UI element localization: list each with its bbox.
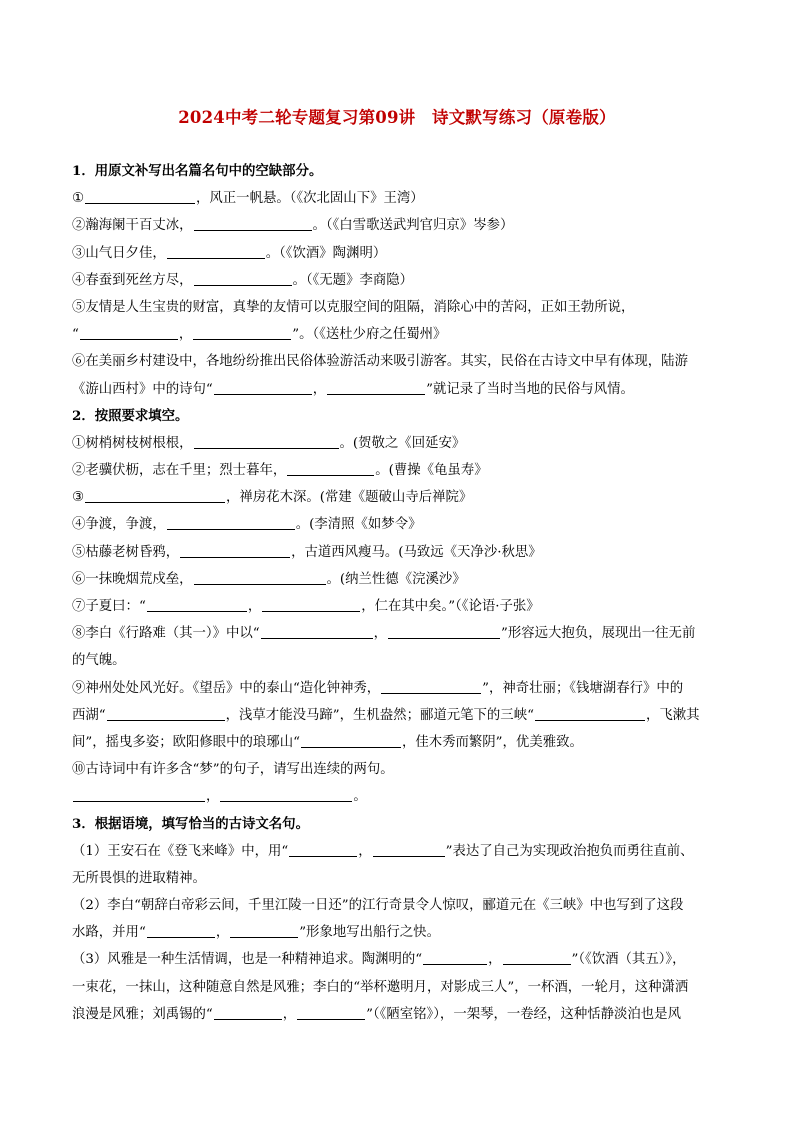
s2-question-1 xyxy=(72,430,742,457)
answer-blank[interactable] xyxy=(289,842,357,857)
s2-question-3 xyxy=(72,484,742,511)
answer-blank[interactable] xyxy=(73,787,205,802)
worksheet-content xyxy=(72,158,742,1028)
question-text: 浪漫是风雅；刘禹锡的“ xyxy=(72,1006,213,1022)
answer-blank[interactable] xyxy=(214,380,312,395)
question-text: ，飞漱其 xyxy=(645,707,700,723)
question-text: 。（《白雪歌送武判官归京》岑参） xyxy=(312,218,514,234)
question-text: ①树梢树枝树根根， xyxy=(72,435,193,451)
s3-paragraph-3-line-1 xyxy=(72,946,742,973)
question-text: ②瀚海阑干百丈冰， xyxy=(72,218,193,234)
answer-blank[interactable] xyxy=(80,325,178,340)
separator: ， xyxy=(373,626,388,642)
question-text: ，浅草才能没马蹄”，生机盎然；郦道元笔下的三峡“ xyxy=(225,707,534,723)
question-text: 西湖“ xyxy=(72,707,106,723)
answer-blank[interactable] xyxy=(220,787,352,802)
question-text: ”表达了自己为实现政治抱负而勇往直前、 xyxy=(445,843,694,859)
answer-blank[interactable] xyxy=(194,434,339,449)
s1-question-4 xyxy=(72,267,742,294)
question-text: ”形象地写出船行之快。 xyxy=(299,925,440,941)
s1-question-5-line-2 xyxy=(72,321,742,348)
s2-question-6 xyxy=(72,566,742,593)
answer-blank[interactable] xyxy=(373,842,445,857)
answer-blank[interactable] xyxy=(423,950,487,965)
separator: ， xyxy=(358,843,372,859)
separator: ， xyxy=(282,1006,297,1022)
s2-question-4 xyxy=(72,511,742,538)
s2-question-2 xyxy=(72,457,742,484)
question-text: ”。（《送杜少府之任蜀州》 xyxy=(292,327,447,343)
separator: ， xyxy=(178,327,193,343)
question-number: ③ xyxy=(72,490,85,506)
answer-blank[interactable] xyxy=(287,461,374,476)
answer-blank[interactable] xyxy=(297,1005,365,1020)
s2-question-8-line-2: 的气魄。 xyxy=(72,653,126,669)
question-text: ⑦子夏曰：“ xyxy=(72,599,146,614)
question-text: 。（《无题》李商隐） xyxy=(292,272,414,288)
question-text: 。(曹操《龟虽寿》 xyxy=(375,463,488,479)
s2-question-8-line-1 xyxy=(72,620,742,647)
question-text: 水路，并用“ xyxy=(72,925,146,941)
question-text: 《游山西村》中的诗句“ xyxy=(72,381,213,397)
answer-blank[interactable] xyxy=(194,271,292,286)
s3-paragraph-1-line-2: 无所畏惧的进取精神。 xyxy=(72,870,206,886)
answer-blank[interactable] xyxy=(167,244,265,259)
separator: ， xyxy=(215,925,230,941)
question-text: ”（《饮酒（其五）》， xyxy=(571,952,686,968)
question-text: 。(贺敬之《回延安》 xyxy=(339,435,466,451)
s2-question-5 xyxy=(72,539,742,566)
answer-blank[interactable] xyxy=(167,515,295,530)
s1-question-6-line-1: ⑥在美丽乡村建设中，各地纷纷推出民俗体验游活动来吸引游客。其实，民俗在古诗文中早有体现，陆游 xyxy=(72,354,688,370)
answer-blank[interactable] xyxy=(262,597,360,612)
answer-blank[interactable] xyxy=(327,380,425,395)
answer-blank[interactable] xyxy=(194,216,312,231)
answer-blank[interactable] xyxy=(194,570,326,585)
answer-blank[interactable] xyxy=(107,706,225,721)
question-text: ，仁在其中矣。”（《论语·子张》 xyxy=(361,599,540,614)
s2-question-9-line-1 xyxy=(72,675,742,702)
section-3-heading: 3．根据语境，填写恰当的古诗文名句。 xyxy=(72,815,309,832)
s3-paragraph-3-line-2: 一束花，一抹山，这种随意自然是风雅；李白的“举杯邀明月，对影成三人”，一杯酒，一轮月，这种潇洒 xyxy=(72,979,689,995)
question-text: 。(李清照《如梦令》 xyxy=(295,517,422,533)
s1-question-2 xyxy=(72,212,742,239)
question-text: （1）王安石在《登飞来峰》中，用“ xyxy=(72,843,289,859)
question-text: （3）风雅是一种生活情调，也是一种精神追求。陶渊明的“ xyxy=(72,952,423,968)
page-title: 2024中考二轮专题复习第09讲 诗文默写练习（原卷版） xyxy=(178,108,616,127)
question-text: 。(纳兰性德《浣溪沙》 xyxy=(326,571,466,587)
answer-blank[interactable] xyxy=(85,488,225,503)
question-text: ”形容远大抱负，展现出一往无前 xyxy=(501,626,696,642)
answer-blank[interactable] xyxy=(503,950,571,965)
question-text: 间”，摇曳多姿；欧阳修眼中的琅琊山“ xyxy=(72,734,300,750)
answer-blank[interactable] xyxy=(230,923,298,938)
answer-blank[interactable] xyxy=(261,624,373,639)
answer-blank[interactable] xyxy=(388,624,500,639)
s2-question-7 xyxy=(72,593,742,620)
answer-blank[interactable] xyxy=(301,733,401,748)
s1-question-5-line-1: ⑤友情是人生宝贵的财富，真挚的友情可以克服空间的阻隔，消除心中的苦闷，正如王勃所说， xyxy=(72,299,635,315)
question-text: ，风正一帆悬。（《次北固山下》王湾） xyxy=(196,191,424,207)
question-text: 。（《饮酒》陶渊明） xyxy=(265,245,387,261)
question-number: ① xyxy=(72,191,85,207)
separator: ， xyxy=(247,599,262,614)
separator: ， xyxy=(206,789,220,805)
question-text: ”就记录了当时当地的民俗与风情。 xyxy=(426,381,634,397)
s2-question-10-line-1: ⑩古诗词中有许多含“梦”的句子，请写出连续的两句。 xyxy=(72,762,394,778)
separator: ， xyxy=(488,952,502,968)
question-text: ②老骥伏枥，志在千里；烈士暮年， xyxy=(72,463,287,479)
question-text: ⑤枯藤老树昏鸦， xyxy=(72,544,180,560)
question-text: ③山气日夕佳， xyxy=(72,245,166,261)
s3-paragraph-3-line-3 xyxy=(72,1001,742,1028)
question-text: ④春蚕到死丝方尽， xyxy=(72,272,193,288)
answer-blank[interactable] xyxy=(180,543,290,558)
question-text: ”，神奇壮丽；《钱塘湖春行》中的 xyxy=(482,680,684,696)
section-1-heading: 1．用原文补写出名篇名句中的空缺部分。 xyxy=(72,163,323,179)
answer-blank[interactable] xyxy=(193,325,291,340)
s3-paragraph-1-line-1 xyxy=(72,838,742,865)
answer-blank[interactable] xyxy=(214,1005,282,1020)
answer-blank[interactable] xyxy=(535,706,645,721)
s1-question-1 xyxy=(72,185,742,212)
question-text: ⑧李白《行路难（其一）》中以“ xyxy=(72,626,260,642)
answer-blank[interactable] xyxy=(85,189,195,204)
s3-paragraph-2-line-2 xyxy=(72,919,742,946)
end-mark: 。 xyxy=(353,789,367,805)
question-text: ，禅房花木深。(常建《题破山寺后禅院》 xyxy=(226,490,473,506)
question-text: ”（《陋室铭》），一架琴，一卷经，这种恬静淡泊也是风 xyxy=(366,1006,681,1022)
answer-blank[interactable] xyxy=(147,923,215,938)
question-text: ⑨神州处处风光好。《望岳》中的泰山“造化钟神秀， xyxy=(72,680,381,696)
question-text: ⑥一抹晚烟荒戍垒， xyxy=(72,571,193,587)
question-text: ，佳木秀而繁阴”，优美雅致。 xyxy=(401,734,583,750)
separator: ， xyxy=(312,381,327,397)
question-text: ，古道西风瘦马。(马致远《天净沙·秋思》 xyxy=(291,544,542,560)
s3-paragraph-2-line-1: （2）李白“朝辞白帝彩云间，千里江陵一日还”的江行奇景令人惊叹，郦道元在《三峡》中也写到了这段 xyxy=(72,898,684,914)
s2-question-10-line-2 xyxy=(72,783,742,810)
s1-question-3 xyxy=(72,240,742,267)
answer-blank[interactable] xyxy=(381,679,481,694)
s2-question-9-line-2 xyxy=(72,702,742,729)
s2-question-9-line-3 xyxy=(72,729,742,756)
s1-question-6-line-2 xyxy=(72,376,742,403)
question-text: ④争渡，争渡， xyxy=(72,517,166,533)
quote-mark: “ xyxy=(72,327,79,343)
answer-blank[interactable] xyxy=(147,597,247,612)
section-2-heading: 2．按照要求填空。 xyxy=(72,407,189,424)
